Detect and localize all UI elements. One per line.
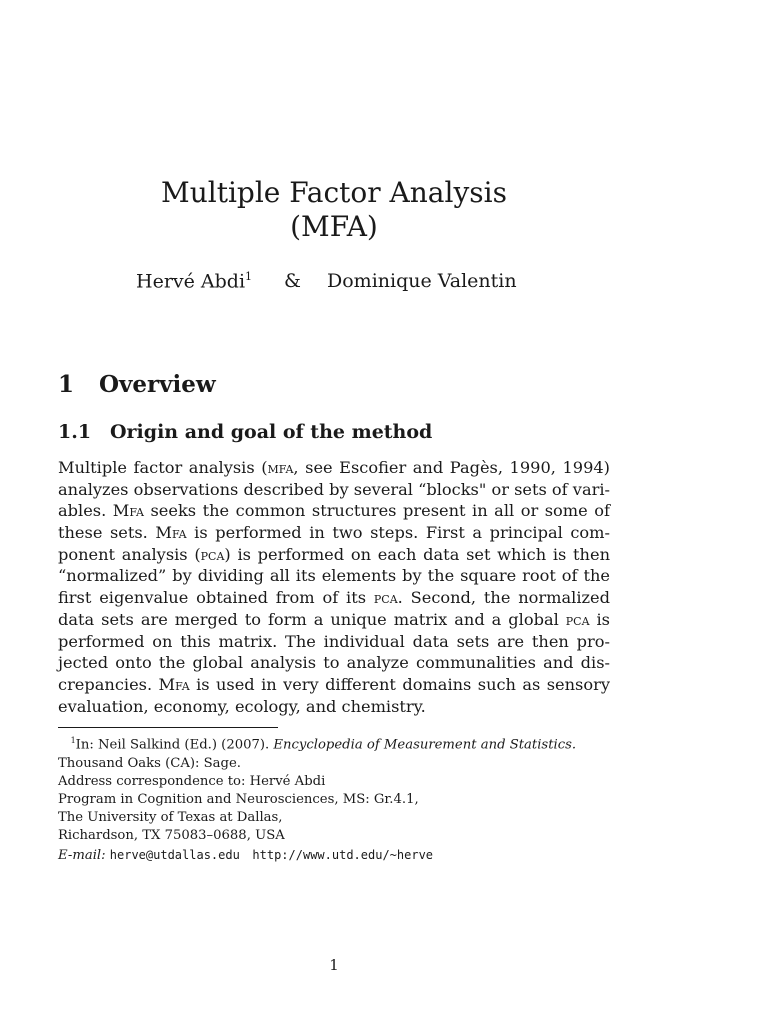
body-line: evaluation, economy, ecology, and chemistry.	[58, 696, 426, 716]
footnote-citation: In: Neil Salkind (Ed.) (2007).	[75, 737, 274, 753]
footnote-line: Program in Cognition and Neurosciences, MS: Gr.4.1,	[58, 792, 419, 807]
author-list	[0, 270, 768, 300]
acronym: fa	[171, 523, 187, 543]
body-line: first eigenvalue obtained from of its pca. Second, the normalized	[58, 588, 610, 608]
footnote-line: The University of Texas at Dallas,	[58, 810, 283, 826]
footnote-line: Thousand Oaks (CA): Sage.	[58, 755, 241, 771]
subsection-heading	[58, 421, 432, 443]
footnote-line: Address correspondence to: Hervé Abdi	[58, 773, 326, 789]
acronym: mfa	[267, 458, 294, 477]
footnote	[58, 732, 618, 865]
page-number: 1	[329, 956, 339, 974]
author-first	[136, 270, 252, 292]
section-heading	[58, 371, 216, 398]
subsection-title: Origin and goal of the method	[110, 421, 433, 443]
body-line: ponent analysis (pca) is performed on each data set which is then	[58, 544, 610, 564]
body-line: ables. Mfa seeks the common structures present in all or some of	[58, 501, 610, 521]
acronym: fa	[129, 501, 144, 521]
footnote-line: Richardson, TX 75083–0688, USA	[58, 828, 285, 844]
body-line: “normalized” by dividing all its elements by the square root of the	[58, 566, 610, 586]
acronym: fa	[175, 674, 190, 694]
footnote-book-title: Encyclopedia of Measurement and Statistics.	[273, 737, 577, 753]
body-line: analyzes observations described by several “blocks" or sets of vari-	[58, 479, 610, 499]
body-line: crepancies. Mfa is used in very different domains such as sensory	[58, 674, 610, 694]
acronym: pca	[200, 544, 225, 564]
acronym: pca	[373, 588, 398, 608]
body-line: performed on this matrix. The individual data sets are then pro-	[58, 631, 610, 651]
body-line: jected onto the global analysis to analyze communalities and dis-	[58, 653, 610, 673]
author-first-footnote-mark: 1	[245, 270, 253, 283]
subsection-number: 1.1	[58, 421, 92, 443]
footnote-line	[58, 732, 618, 755]
body-line: data sets are merged to form a unique matrix and a global pca is	[58, 609, 610, 629]
email-link[interactable]: herve@utdallas.edu	[109, 847, 240, 862]
title-line-2: (MFA)	[290, 210, 378, 243]
title-line-1: Multiple Factor Analysis	[161, 176, 507, 209]
body-line: Multiple factor analysis (mfa, see Escofier and Pagès, 1990, 1994)	[58, 458, 610, 477]
section-number: 1	[58, 371, 75, 398]
body-paragraph	[58, 457, 610, 717]
author-second: Dominique Valentin	[327, 270, 517, 292]
email-label: E-mail:	[58, 847, 106, 863]
footnote-mark: 1	[70, 736, 76, 745]
footnote-contact-line	[58, 846, 618, 865]
footnote-rule	[58, 727, 278, 728]
author-separator: &	[284, 270, 301, 292]
homepage-link[interactable]: http://www.utd.edu/~herve	[252, 847, 434, 862]
body-line: these sets. Mfa is performed in two steps. First a principal com-	[58, 523, 610, 543]
author-first-name: Hervé Abdi	[136, 270, 246, 293]
acronym: pca	[565, 609, 590, 629]
section-title: Overview	[99, 371, 216, 398]
